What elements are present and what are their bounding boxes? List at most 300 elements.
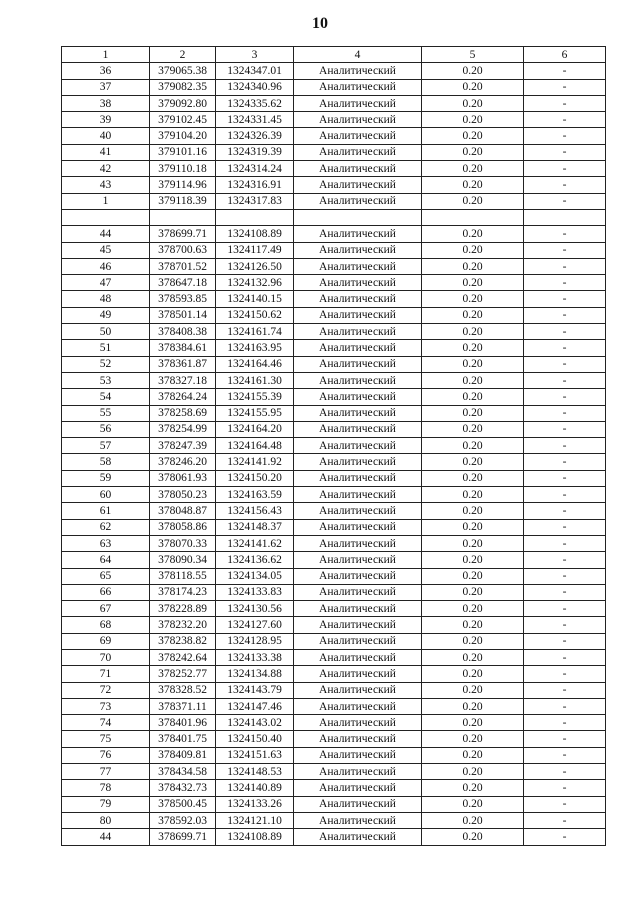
y-coordinate-cell: 1324150.62 xyxy=(216,307,294,323)
method-cell: Аналитический xyxy=(294,487,422,503)
accuracy-cell: 0.20 xyxy=(422,112,524,128)
accuracy-cell: 0.20 xyxy=(422,63,524,79)
y-coordinate-cell: 1324161.30 xyxy=(216,372,294,388)
point-number-cell: 73 xyxy=(62,698,150,714)
table-row xyxy=(62,682,606,698)
note-cell: - xyxy=(524,112,606,128)
table-row xyxy=(62,454,606,470)
method-cell: Аналитический xyxy=(294,617,422,633)
point-number-cell: 42 xyxy=(62,161,150,177)
point-number-cell: 44 xyxy=(62,829,150,845)
note-cell: - xyxy=(524,421,606,437)
point-number-cell xyxy=(62,209,150,225)
table-row xyxy=(62,340,606,356)
method-cell: Аналитический xyxy=(294,747,422,763)
table-row xyxy=(62,829,606,845)
point-number-cell: 54 xyxy=(62,389,150,405)
note-cell: - xyxy=(524,372,606,388)
method-cell: Аналитический xyxy=(294,438,422,454)
table-row xyxy=(62,291,606,307)
note-cell: - xyxy=(524,340,606,356)
table-row xyxy=(62,535,606,551)
x-coordinate-cell: 378242.64 xyxy=(150,649,216,665)
point-number-cell: 57 xyxy=(62,438,150,454)
method-cell: Аналитический xyxy=(294,242,422,258)
y-coordinate-cell: 1324326.39 xyxy=(216,128,294,144)
point-number-cell: 38 xyxy=(62,95,150,111)
method-cell: Аналитический xyxy=(294,764,422,780)
note-cell: - xyxy=(524,698,606,714)
method-cell: Аналитический xyxy=(294,731,422,747)
note-cell: - xyxy=(524,503,606,519)
table-row xyxy=(62,144,606,160)
accuracy-cell: 0.20 xyxy=(422,193,524,209)
note-cell: - xyxy=(524,177,606,193)
method-cell: Аналитический xyxy=(294,601,422,617)
y-coordinate-cell: 1324314.24 xyxy=(216,161,294,177)
table-row xyxy=(62,95,606,111)
accuracy-cell: 0.20 xyxy=(422,258,524,274)
x-coordinate-cell: 378252.77 xyxy=(150,666,216,682)
y-coordinate-cell: 1324156.43 xyxy=(216,503,294,519)
note-cell: - xyxy=(524,487,606,503)
y-coordinate-cell: 1324347.01 xyxy=(216,63,294,79)
table-row xyxy=(62,731,606,747)
x-coordinate-cell: 379092.80 xyxy=(150,95,216,111)
y-coordinate-cell: 1324127.60 xyxy=(216,617,294,633)
table-row xyxy=(62,356,606,372)
page-number: 10 xyxy=(312,15,328,32)
note-cell: - xyxy=(524,796,606,812)
note-cell: - xyxy=(524,682,606,698)
table-row xyxy=(62,372,606,388)
accuracy-cell: 0.20 xyxy=(422,568,524,584)
x-coordinate-cell: 378247.39 xyxy=(150,438,216,454)
y-coordinate-cell: 1324148.37 xyxy=(216,519,294,535)
accuracy-cell xyxy=(422,209,524,225)
y-coordinate-cell: 1324134.88 xyxy=(216,666,294,682)
x-coordinate-cell: 379101.16 xyxy=(150,144,216,160)
note-cell: - xyxy=(524,275,606,291)
table-row xyxy=(62,438,606,454)
table-header-row xyxy=(62,47,606,63)
note-cell: - xyxy=(524,356,606,372)
note-cell: - xyxy=(524,649,606,665)
accuracy-cell: 0.20 xyxy=(422,682,524,698)
table-row xyxy=(62,79,606,95)
x-coordinate-cell: 378361.87 xyxy=(150,356,216,372)
x-coordinate-cell: 378434.58 xyxy=(150,764,216,780)
note-cell: - xyxy=(524,519,606,535)
method-cell: Аналитический xyxy=(294,128,422,144)
method-cell: Аналитический xyxy=(294,95,422,111)
point-number-cell: 75 xyxy=(62,731,150,747)
x-coordinate-cell: 378246.20 xyxy=(150,454,216,470)
y-coordinate-cell: 1324164.20 xyxy=(216,421,294,437)
point-number-cell: 74 xyxy=(62,715,150,731)
point-number-cell: 48 xyxy=(62,291,150,307)
table-row xyxy=(62,552,606,568)
y-coordinate-cell: 1324134.05 xyxy=(216,568,294,584)
table-row xyxy=(62,112,606,128)
y-coordinate-cell: 1324335.62 xyxy=(216,95,294,111)
method-cell: Аналитический xyxy=(294,503,422,519)
x-coordinate-cell: 378401.96 xyxy=(150,715,216,731)
table-row xyxy=(62,503,606,519)
accuracy-cell: 0.20 xyxy=(422,128,524,144)
y-coordinate-cell: 1324136.62 xyxy=(216,552,294,568)
method-cell: Аналитический xyxy=(294,405,422,421)
y-coordinate-cell: 1324133.26 xyxy=(216,796,294,812)
y-coordinate-cell: 1324319.39 xyxy=(216,144,294,160)
x-coordinate-cell: 378592.03 xyxy=(150,812,216,828)
accuracy-cell: 0.20 xyxy=(422,601,524,617)
x-coordinate-cell: 378327.18 xyxy=(150,372,216,388)
note-cell: - xyxy=(524,161,606,177)
x-coordinate-cell xyxy=(150,209,216,225)
y-coordinate-cell: 1324126.50 xyxy=(216,258,294,274)
method-cell: Аналитический xyxy=(294,780,422,796)
point-number-cell: 77 xyxy=(62,764,150,780)
y-coordinate-cell: 1324163.59 xyxy=(216,487,294,503)
method-cell: Аналитический xyxy=(294,715,422,731)
point-number-cell: 40 xyxy=(62,128,150,144)
method-cell: Аналитический xyxy=(294,568,422,584)
point-number-cell: 49 xyxy=(62,307,150,323)
note-cell: - xyxy=(524,438,606,454)
accuracy-cell: 0.20 xyxy=(422,340,524,356)
x-coordinate-cell: 378401.75 xyxy=(150,731,216,747)
note-cell: - xyxy=(524,780,606,796)
x-coordinate-cell: 378699.71 xyxy=(150,829,216,845)
table-row xyxy=(62,487,606,503)
y-coordinate-cell: 1324108.89 xyxy=(216,226,294,242)
method-cell: Аналитический xyxy=(294,584,422,600)
method-cell: Аналитический xyxy=(294,79,422,95)
point-number-cell: 61 xyxy=(62,503,150,519)
x-coordinate-cell: 378254.99 xyxy=(150,421,216,437)
note-cell: - xyxy=(524,552,606,568)
y-coordinate-cell: 1324132.96 xyxy=(216,275,294,291)
method-cell: Аналитический xyxy=(294,161,422,177)
note-cell: - xyxy=(524,829,606,845)
y-coordinate-cell: 1324164.48 xyxy=(216,438,294,454)
x-coordinate-cell: 378647.18 xyxy=(150,275,216,291)
method-cell: Аналитический xyxy=(294,633,422,649)
method-cell: Аналитический xyxy=(294,258,422,274)
y-coordinate-cell xyxy=(216,209,294,225)
point-number-cell: 44 xyxy=(62,226,150,242)
accuracy-cell: 0.20 xyxy=(422,470,524,486)
x-coordinate-cell: 378228.89 xyxy=(150,601,216,617)
table-row xyxy=(62,780,606,796)
table-row xyxy=(62,796,606,812)
accuracy-cell: 0.20 xyxy=(422,584,524,600)
point-number-cell: 52 xyxy=(62,356,150,372)
accuracy-cell: 0.20 xyxy=(422,356,524,372)
table-row xyxy=(62,633,606,649)
method-cell: Аналитический xyxy=(294,324,422,340)
accuracy-cell: 0.20 xyxy=(422,226,524,242)
method-cell: Аналитический xyxy=(294,177,422,193)
note-cell: - xyxy=(524,812,606,828)
note-cell: - xyxy=(524,666,606,682)
accuracy-cell: 0.20 xyxy=(422,389,524,405)
method-cell: Аналитический xyxy=(294,421,422,437)
note-cell: - xyxy=(524,144,606,160)
accuracy-cell: 0.20 xyxy=(422,421,524,437)
method-cell: Аналитический xyxy=(294,812,422,828)
y-coordinate-cell: 1324143.79 xyxy=(216,682,294,698)
point-number-cell: 1 xyxy=(62,193,150,209)
table-row xyxy=(62,698,606,714)
table-row xyxy=(62,242,606,258)
method-cell: Аналитический xyxy=(294,356,422,372)
table-row xyxy=(62,63,606,79)
method-cell: Аналитический xyxy=(294,519,422,535)
x-coordinate-cell: 378408.38 xyxy=(150,324,216,340)
x-coordinate-cell: 378384.61 xyxy=(150,340,216,356)
x-coordinate-cell: 378593.85 xyxy=(150,291,216,307)
table-row xyxy=(62,128,606,144)
method-cell: Аналитический xyxy=(294,291,422,307)
method-cell: Аналитический xyxy=(294,796,422,812)
accuracy-cell: 0.20 xyxy=(422,95,524,111)
y-coordinate-cell: 1324150.20 xyxy=(216,470,294,486)
note-cell: - xyxy=(524,193,606,209)
table-row xyxy=(62,666,606,682)
note-cell: - xyxy=(524,617,606,633)
x-coordinate-cell: 379104.20 xyxy=(150,128,216,144)
method-cell: Аналитический xyxy=(294,112,422,128)
column-header-4: 4 xyxy=(294,47,422,63)
x-coordinate-cell: 379118.39 xyxy=(150,193,216,209)
y-coordinate-cell: 1324130.56 xyxy=(216,601,294,617)
y-coordinate-cell: 1324164.46 xyxy=(216,356,294,372)
accuracy-cell: 0.20 xyxy=(422,79,524,95)
table-row xyxy=(62,275,606,291)
x-coordinate-cell: 378501.14 xyxy=(150,307,216,323)
note-cell: - xyxy=(524,764,606,780)
table-row xyxy=(62,307,606,323)
table-row xyxy=(62,812,606,828)
y-coordinate-cell: 1324147.46 xyxy=(216,698,294,714)
x-coordinate-cell: 379110.18 xyxy=(150,161,216,177)
x-coordinate-cell: 378090.34 xyxy=(150,552,216,568)
note-cell: - xyxy=(524,568,606,584)
note-cell: - xyxy=(524,731,606,747)
point-number-cell: 46 xyxy=(62,258,150,274)
accuracy-cell: 0.20 xyxy=(422,405,524,421)
method-cell: Аналитический xyxy=(294,552,422,568)
point-number-cell: 43 xyxy=(62,177,150,193)
accuracy-cell: 0.20 xyxy=(422,552,524,568)
accuracy-cell: 0.20 xyxy=(422,275,524,291)
point-number-cell: 69 xyxy=(62,633,150,649)
method-cell: Аналитический xyxy=(294,698,422,714)
method-cell: Аналитический xyxy=(294,666,422,682)
note-cell: - xyxy=(524,79,606,95)
accuracy-cell: 0.20 xyxy=(422,161,524,177)
y-coordinate-cell: 1324150.40 xyxy=(216,731,294,747)
y-coordinate-cell: 1324140.89 xyxy=(216,780,294,796)
x-coordinate-cell: 378050.23 xyxy=(150,487,216,503)
x-coordinate-cell: 379065.38 xyxy=(150,63,216,79)
note-cell: - xyxy=(524,601,606,617)
table-row xyxy=(62,177,606,193)
note-cell: - xyxy=(524,470,606,486)
note-cell: - xyxy=(524,242,606,258)
column-header-1: 1 xyxy=(62,47,150,63)
y-coordinate-cell: 1324143.02 xyxy=(216,715,294,731)
x-coordinate-cell: 378700.63 xyxy=(150,242,216,258)
accuracy-cell: 0.20 xyxy=(422,324,524,340)
point-number-cell: 53 xyxy=(62,372,150,388)
y-coordinate-cell: 1324148.53 xyxy=(216,764,294,780)
table-row xyxy=(62,715,606,731)
accuracy-cell: 0.20 xyxy=(422,796,524,812)
point-number-cell: 62 xyxy=(62,519,150,535)
table-row xyxy=(62,161,606,177)
x-coordinate-cell: 378701.52 xyxy=(150,258,216,274)
method-cell: Аналитический xyxy=(294,829,422,845)
accuracy-cell: 0.20 xyxy=(422,829,524,845)
y-coordinate-cell: 1324133.38 xyxy=(216,649,294,665)
point-number-cell: 47 xyxy=(62,275,150,291)
table-row xyxy=(62,601,606,617)
coordinates-table xyxy=(61,46,606,846)
y-coordinate-cell: 1324117.49 xyxy=(216,242,294,258)
table-row xyxy=(62,519,606,535)
accuracy-cell: 0.20 xyxy=(422,617,524,633)
method-cell: Аналитический xyxy=(294,144,422,160)
point-number-cell: 64 xyxy=(62,552,150,568)
accuracy-cell: 0.20 xyxy=(422,812,524,828)
table-body xyxy=(62,63,606,845)
x-coordinate-cell: 378238.82 xyxy=(150,633,216,649)
y-coordinate-cell: 1324317.83 xyxy=(216,193,294,209)
point-number-cell: 76 xyxy=(62,747,150,763)
note-cell: - xyxy=(524,747,606,763)
point-number-cell: 39 xyxy=(62,112,150,128)
table-row xyxy=(62,389,606,405)
point-number-cell: 51 xyxy=(62,340,150,356)
method-cell: Аналитический xyxy=(294,454,422,470)
note-cell: - xyxy=(524,226,606,242)
point-number-cell: 79 xyxy=(62,796,150,812)
accuracy-cell: 0.20 xyxy=(422,307,524,323)
table-row xyxy=(62,258,606,274)
column-header-6: 6 xyxy=(524,47,606,63)
point-number-cell: 60 xyxy=(62,487,150,503)
note-cell: - xyxy=(524,715,606,731)
accuracy-cell: 0.20 xyxy=(422,698,524,714)
table-row xyxy=(62,764,606,780)
column-header-5: 5 xyxy=(422,47,524,63)
note-cell: - xyxy=(524,258,606,274)
x-coordinate-cell: 378264.24 xyxy=(150,389,216,405)
method-cell: Аналитический xyxy=(294,470,422,486)
method-cell: Аналитический xyxy=(294,63,422,79)
table-row xyxy=(62,747,606,763)
x-coordinate-cell: 378048.87 xyxy=(150,503,216,519)
point-number-cell: 37 xyxy=(62,79,150,95)
y-coordinate-cell: 1324108.89 xyxy=(216,829,294,845)
x-coordinate-cell: 378061.93 xyxy=(150,470,216,486)
note-cell: - xyxy=(524,63,606,79)
point-number-cell: 59 xyxy=(62,470,150,486)
y-coordinate-cell: 1324163.95 xyxy=(216,340,294,356)
column-header-2: 2 xyxy=(150,47,216,63)
x-coordinate-cell: 378409.81 xyxy=(150,747,216,763)
point-number-cell: 71 xyxy=(62,666,150,682)
accuracy-cell: 0.20 xyxy=(422,535,524,551)
x-coordinate-cell: 378500.45 xyxy=(150,796,216,812)
note-cell: - xyxy=(524,584,606,600)
accuracy-cell: 0.20 xyxy=(422,747,524,763)
note-cell: - xyxy=(524,389,606,405)
x-coordinate-cell: 378432.73 xyxy=(150,780,216,796)
point-number-cell: 63 xyxy=(62,535,150,551)
note-cell: - xyxy=(524,95,606,111)
method-cell: Аналитический xyxy=(294,649,422,665)
point-number-cell: 78 xyxy=(62,780,150,796)
accuracy-cell: 0.20 xyxy=(422,372,524,388)
x-coordinate-cell: 378371.11 xyxy=(150,698,216,714)
point-number-cell: 65 xyxy=(62,568,150,584)
x-coordinate-cell: 378058.86 xyxy=(150,519,216,535)
table-row xyxy=(62,324,606,340)
method-cell: Аналитический xyxy=(294,535,422,551)
method-cell: Аналитический xyxy=(294,307,422,323)
method-cell: Аналитический xyxy=(294,372,422,388)
point-number-cell: 80 xyxy=(62,812,150,828)
accuracy-cell: 0.20 xyxy=(422,242,524,258)
accuracy-cell: 0.20 xyxy=(422,291,524,307)
y-coordinate-cell: 1324155.95 xyxy=(216,405,294,421)
x-coordinate-cell: 379102.45 xyxy=(150,112,216,128)
method-cell: Аналитический xyxy=(294,389,422,405)
table-row xyxy=(62,617,606,633)
table-row xyxy=(62,584,606,600)
table-row xyxy=(62,209,606,225)
y-coordinate-cell: 1324133.83 xyxy=(216,584,294,600)
point-number-cell: 58 xyxy=(62,454,150,470)
method-cell: Аналитический xyxy=(294,275,422,291)
table-row xyxy=(62,470,606,486)
note-cell: - xyxy=(524,307,606,323)
point-number-cell: 72 xyxy=(62,682,150,698)
accuracy-cell: 0.20 xyxy=(422,780,524,796)
note-cell: - xyxy=(524,324,606,340)
y-coordinate-cell: 1324141.92 xyxy=(216,454,294,470)
point-number-cell: 67 xyxy=(62,601,150,617)
accuracy-cell: 0.20 xyxy=(422,438,524,454)
method-cell: Аналитический xyxy=(294,340,422,356)
table-row xyxy=(62,226,606,242)
y-coordinate-cell: 1324141.62 xyxy=(216,535,294,551)
y-coordinate-cell: 1324121.10 xyxy=(216,812,294,828)
note-cell xyxy=(524,209,606,225)
y-coordinate-cell: 1324155.39 xyxy=(216,389,294,405)
x-coordinate-cell: 379114.96 xyxy=(150,177,216,193)
note-cell: - xyxy=(524,535,606,551)
method-cell: Аналитический xyxy=(294,193,422,209)
accuracy-cell: 0.20 xyxy=(422,177,524,193)
accuracy-cell: 0.20 xyxy=(422,519,524,535)
point-number-cell: 66 xyxy=(62,584,150,600)
point-number-cell: 56 xyxy=(62,421,150,437)
